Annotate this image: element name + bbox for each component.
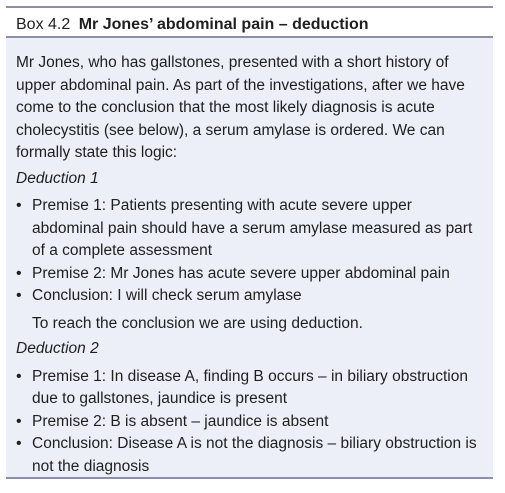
list-item: • Premise 1: Patients presenting with acute severe upper abdominal pain should have a serum amylase measured as part of a complete assessment [16, 195, 486, 263]
list-item: • Conclusion: I will check serum amylase [16, 285, 486, 308]
box-title: Mr Jones’ abdominal pain – deduction [78, 16, 369, 33]
box-number: Box 4.2 [16, 16, 71, 33]
box-title-bar [6, 8, 493, 38]
intro-paragraph: Mr Jones, who has gallstones, presented with a short history of upper abdominal pain. As part of the investigations, after we have come to the conclusion that the most likely diagnosis is acute cholecystitis (see below), a serum amylase is ordered. We can formally state this logic: [16, 54, 465, 161]
list-item: • Premise 1: In disease A, finding B occurs – in biliary obstruction due to gallstones, jaundice is present [16, 366, 486, 411]
deduction-1-heading: Deduction 1 [16, 169, 99, 187]
deduction-1-note: To reach the conclusion we are using deduction. [32, 314, 363, 332]
list-item: • Conclusion: Disease A is not the diagnosis – biliary obstruction is not the diagnosis [16, 433, 486, 478]
list-item: • Premise 2: B is absent – jaundice is absent [16, 411, 486, 434]
box-content [16, 46, 486, 478]
text-box [6, 6, 493, 479]
deduction-2-heading: Deduction 2 [16, 340, 99, 357]
list-item: • Premise 2: Mr Jones has acute severe upper abdominal pain [16, 263, 486, 286]
deduction-2-list [16, 366, 486, 479]
deduction-1-list [16, 195, 486, 308]
